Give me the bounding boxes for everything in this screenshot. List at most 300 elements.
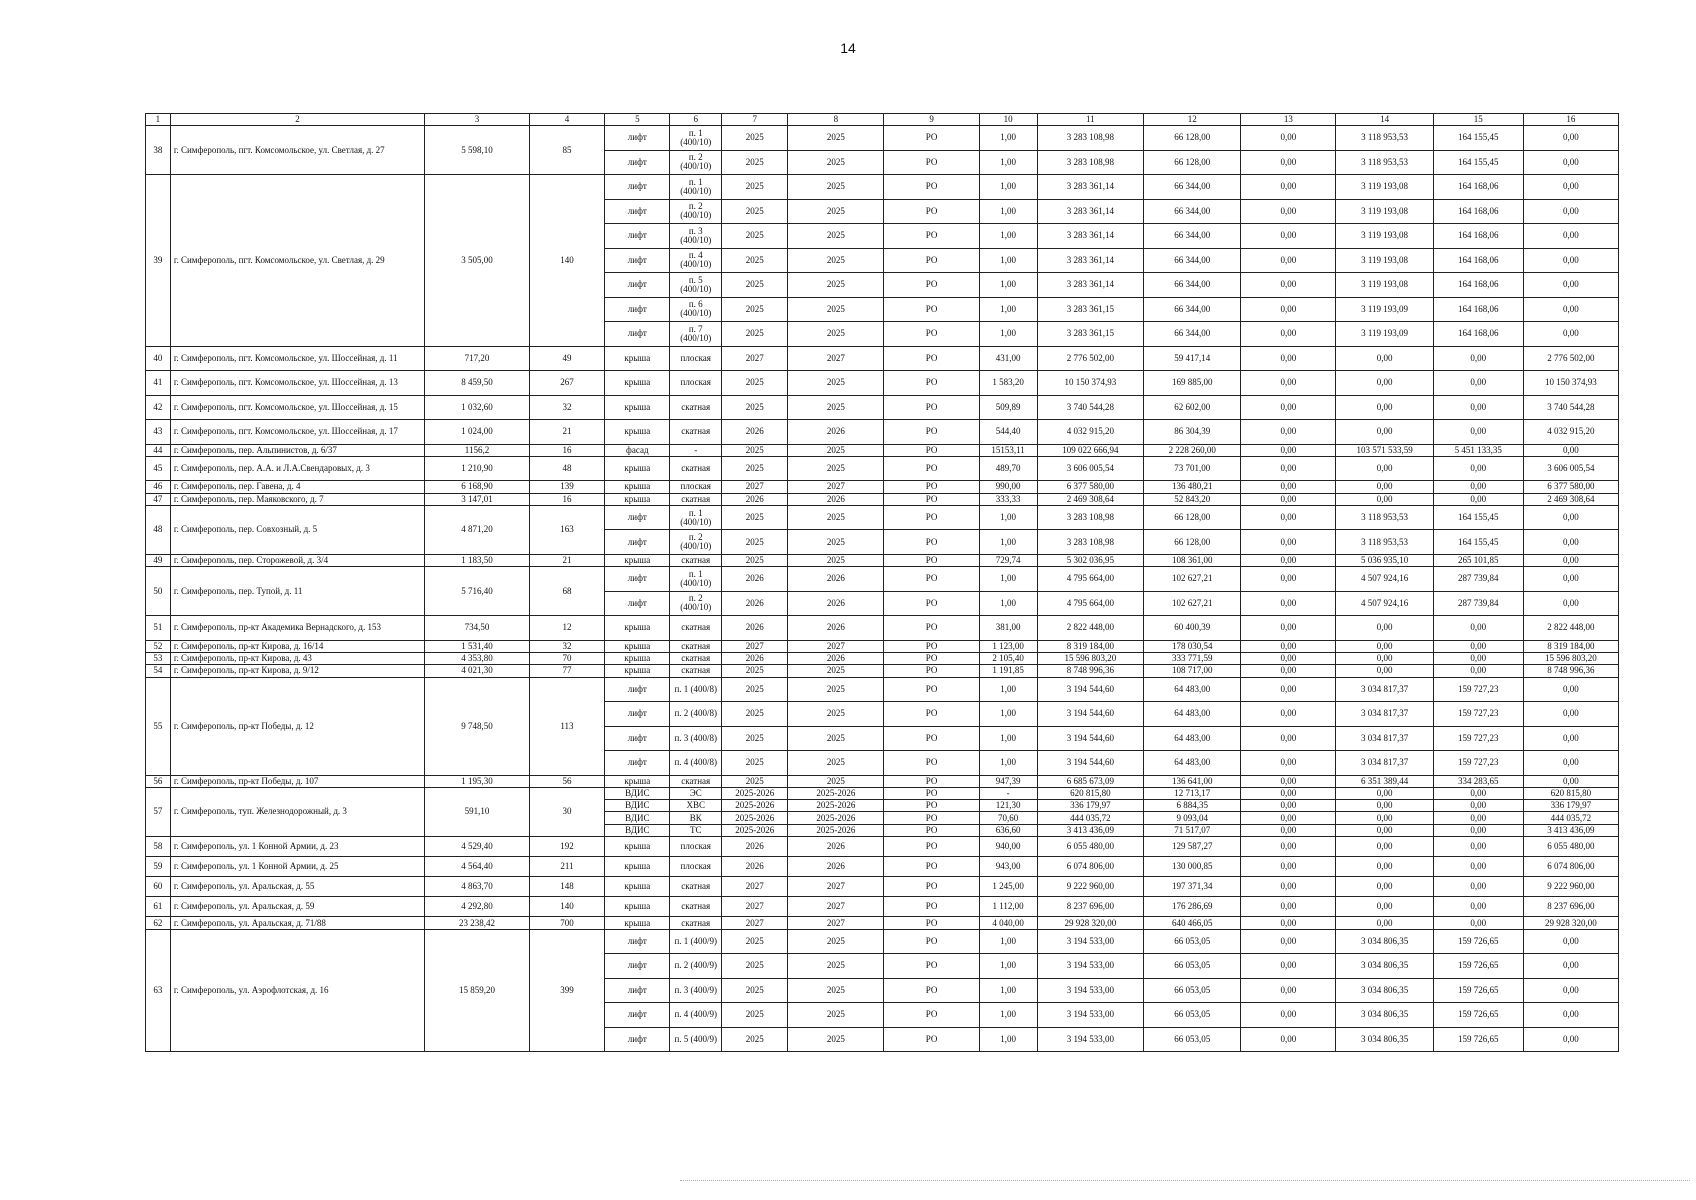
- work-type-cell: ВДИС: [605, 812, 670, 824]
- capital-fund-cell: 0,00: [1523, 273, 1618, 298]
- executor-cell: РО: [884, 591, 979, 616]
- address-cell: г. Симферополь, пер. Совхозный, д. 5: [170, 505, 424, 554]
- cost-cell: 3 740 544,28: [1037, 395, 1144, 420]
- unit-cost-cell: 52 843,20: [1144, 493, 1241, 505]
- area-cell: 4 871,20: [425, 505, 529, 554]
- unit-cost-cell: 60 400,39: [1144, 616, 1241, 641]
- subsidy-cell: 6 351 389,44: [1336, 775, 1433, 787]
- cost-cell: 8 237 696,00: [1037, 897, 1144, 917]
- work-year-cell: 2025: [788, 456, 884, 481]
- executor-cell: РО: [884, 877, 979, 897]
- cost-cell: 6 685 673,09: [1037, 775, 1144, 787]
- executor-cell: РО: [884, 800, 979, 812]
- subsidy-cell: 3 119 193,08: [1336, 273, 1433, 298]
- row-number: 50: [146, 567, 171, 616]
- capital-fund-cell: 8 319 184,00: [1523, 640, 1618, 652]
- work-type-cell: крыша: [605, 665, 670, 677]
- volume-cell: 1,00: [979, 126, 1037, 151]
- cost-cell: 8 319 184,00: [1037, 640, 1144, 652]
- unit-cost-cell: 86 304,39: [1144, 420, 1241, 445]
- fund-cell: 0,00: [1241, 126, 1336, 151]
- column-number-header: 15: [1433, 114, 1523, 126]
- fund-cell: 0,00: [1241, 567, 1336, 592]
- plan-year-cell: 2025-2026: [722, 824, 788, 836]
- work-year-cell: 2026: [788, 493, 884, 505]
- capital-fund-cell: 0,00: [1523, 554, 1618, 566]
- area-cell: 1 210,90: [425, 456, 529, 481]
- unit-cost-cell: 66 344,00: [1144, 199, 1241, 224]
- table-row: [146, 652, 1619, 664]
- plan-year-cell: 2025: [722, 371, 788, 396]
- unit-cost-cell: 130 000,85: [1144, 857, 1241, 877]
- owner-funds-cell: 0,00: [1433, 640, 1523, 652]
- work-type-cell: лифт: [605, 224, 670, 249]
- subsidy-cell: 3 118 953,53: [1336, 505, 1433, 530]
- work-type-cell: крыша: [605, 395, 670, 420]
- plan-year-cell: 2025: [722, 978, 788, 1003]
- subsidy-cell: 0,00: [1336, 652, 1433, 664]
- work-year-cell: 2025: [788, 273, 884, 298]
- owner-funds-cell: 159 726,65: [1433, 929, 1523, 954]
- address-cell: г. Симферополь, ул. Аральская, д. 71/88: [170, 917, 424, 929]
- fund-cell: 0,00: [1241, 322, 1336, 347]
- fund-cell: 0,00: [1241, 978, 1336, 1003]
- work-year-cell: 2025-2026: [788, 824, 884, 836]
- row-number: 61: [146, 897, 171, 917]
- residents-cell: 192: [529, 837, 605, 857]
- residents-cell: 32: [529, 395, 605, 420]
- column-number-header: 12: [1144, 114, 1241, 126]
- volume-cell: 333,33: [979, 493, 1037, 505]
- volume-cell: 1,00: [979, 1027, 1037, 1052]
- work-year-cell: 2026: [788, 591, 884, 616]
- cost-cell: 4 795 664,00: [1037, 567, 1144, 592]
- address-cell: г. Симферополь, пер. Тупой, д. 11: [170, 567, 424, 616]
- cost-cell: 620 815,80: [1037, 787, 1144, 799]
- table-row: [146, 126, 1619, 151]
- capital-fund-cell: 29 928 320,00: [1523, 917, 1618, 929]
- work-detail-cell: п. 3 (400/9): [670, 978, 722, 1003]
- unit-cost-cell: 66 053,05: [1144, 1027, 1241, 1052]
- owner-funds-cell: 159 726,65: [1433, 954, 1523, 979]
- subsidy-cell: 0,00: [1336, 395, 1433, 420]
- capital-fund-cell: 0,00: [1523, 677, 1618, 702]
- work-detail-cell: п. 4 (400/9): [670, 1003, 722, 1028]
- work-type-cell: крыша: [605, 616, 670, 641]
- table-row: [146, 371, 1619, 396]
- unit-cost-cell: 66 344,00: [1144, 322, 1241, 347]
- work-detail-cell: скатная: [670, 897, 722, 917]
- unit-cost-cell: 71 517,07: [1144, 824, 1241, 836]
- area-cell: 591,10: [425, 787, 529, 836]
- executor-cell: РО: [884, 505, 979, 530]
- residents-cell: 16: [529, 444, 605, 456]
- table-row: [146, 395, 1619, 420]
- fund-cell: 0,00: [1241, 420, 1336, 445]
- work-detail-cell: скатная: [670, 395, 722, 420]
- subsidy-cell: 0,00: [1336, 665, 1433, 677]
- cost-cell: 336 179,97: [1037, 800, 1144, 812]
- row-number: 45: [146, 456, 171, 481]
- volume-cell: 1 112,00: [979, 897, 1037, 917]
- owner-funds-cell: 0,00: [1433, 897, 1523, 917]
- work-year-cell: 2025-2026: [788, 800, 884, 812]
- volume-cell: 381,00: [979, 616, 1037, 641]
- row-number: 38: [146, 126, 171, 175]
- unit-cost-cell: 64 483,00: [1144, 751, 1241, 776]
- work-type-cell: лифт: [605, 322, 670, 347]
- fund-cell: 0,00: [1241, 616, 1336, 641]
- plan-year-cell: 2027: [722, 917, 788, 929]
- volume-cell: 1,00: [979, 248, 1037, 273]
- work-type-cell: лифт: [605, 726, 670, 751]
- unit-cost-cell: 59 417,14: [1144, 346, 1241, 371]
- work-type-cell: крыша: [605, 775, 670, 787]
- executor-cell: РО: [884, 775, 979, 787]
- executor-cell: РО: [884, 554, 979, 566]
- plan-year-cell: 2025: [722, 456, 788, 481]
- executor-cell: РО: [884, 199, 979, 224]
- volume-cell: 1,00: [979, 702, 1037, 727]
- area-cell: 15 859,20: [425, 929, 529, 1052]
- column-number-header: 2: [170, 114, 424, 126]
- residents-cell: 68: [529, 567, 605, 616]
- subsidy-cell: 3 118 953,53: [1336, 126, 1433, 151]
- subsidy-cell: 3 034 817,37: [1336, 726, 1433, 751]
- owner-funds-cell: 159 726,65: [1433, 1003, 1523, 1028]
- volume-cell: 1,00: [979, 978, 1037, 1003]
- subsidy-cell: 3 119 193,08: [1336, 175, 1433, 200]
- work-detail-cell: скатная: [670, 917, 722, 929]
- unit-cost-cell: 12 713,17: [1144, 787, 1241, 799]
- subsidy-cell: 0,00: [1336, 917, 1433, 929]
- plan-year-cell: 2026: [722, 591, 788, 616]
- owner-funds-cell: 159 727,23: [1433, 702, 1523, 727]
- owner-funds-cell: 334 283,65: [1433, 775, 1523, 787]
- owner-funds-cell: 0,00: [1433, 481, 1523, 493]
- work-detail-cell: п. 5 (400/10): [670, 273, 722, 298]
- work-detail-cell: п. 1 (400/8): [670, 677, 722, 702]
- capital-fund-cell: 0,00: [1523, 1003, 1618, 1028]
- cost-cell: 4 795 664,00: [1037, 591, 1144, 616]
- work-year-cell: 2025: [788, 150, 884, 175]
- capital-fund-cell: 0,00: [1523, 530, 1618, 555]
- plan-year-cell: 2026: [722, 857, 788, 877]
- fund-cell: 0,00: [1241, 877, 1336, 897]
- work-detail-cell: п. 1 (400/10): [670, 567, 722, 592]
- capital-fund-cell: 444 035,72: [1523, 812, 1618, 824]
- column-number-header: 10: [979, 114, 1037, 126]
- cost-cell: 15 596 803,20: [1037, 652, 1144, 664]
- row-number: 57: [146, 787, 171, 836]
- fund-cell: 0,00: [1241, 346, 1336, 371]
- area-cell: 3 505,00: [425, 175, 529, 347]
- subsidy-cell: 3 119 193,08: [1336, 199, 1433, 224]
- area-cell: 6 168,90: [425, 481, 529, 493]
- subsidy-cell: 0,00: [1336, 857, 1433, 877]
- work-year-cell: 2025: [788, 444, 884, 456]
- work-type-cell: ВДИС: [605, 824, 670, 836]
- cost-cell: 5 302 036,95: [1037, 554, 1144, 566]
- owner-funds-cell: 265 101,85: [1433, 554, 1523, 566]
- volume-cell: 1 191,85: [979, 665, 1037, 677]
- area-cell: 1 531,40: [425, 640, 529, 652]
- work-year-cell: 2025: [788, 1027, 884, 1052]
- capital-fund-cell: 0,00: [1523, 126, 1618, 151]
- address-cell: г. Симферополь, туп. Железнодорожный, д. 3: [170, 787, 424, 836]
- capital-repair-table: [145, 113, 1619, 1052]
- executor-cell: РО: [884, 751, 979, 776]
- volume-cell: 1,00: [979, 224, 1037, 249]
- fund-cell: 0,00: [1241, 530, 1336, 555]
- plan-year-cell: 2025: [722, 126, 788, 151]
- column-number-header: 16: [1523, 114, 1618, 126]
- fund-cell: 0,00: [1241, 371, 1336, 396]
- owner-funds-cell: 159 726,65: [1433, 1027, 1523, 1052]
- work-year-cell: 2026: [788, 837, 884, 857]
- plan-year-cell: 2025: [722, 322, 788, 347]
- address-cell: г. Симферополь, пр-кт Кирова, д. 9/12: [170, 665, 424, 677]
- cost-cell: 3 194 533,00: [1037, 954, 1144, 979]
- row-number: 56: [146, 775, 171, 787]
- residents-cell: 16: [529, 493, 605, 505]
- volume-cell: 1,00: [979, 677, 1037, 702]
- table-row: [146, 665, 1619, 677]
- table-row: [146, 456, 1619, 481]
- capital-fund-cell: 620 815,80: [1523, 787, 1618, 799]
- unit-cost-cell: 6 884,35: [1144, 800, 1241, 812]
- cost-cell: 3 194 533,00: [1037, 929, 1144, 954]
- subsidy-cell: 3 118 953,53: [1336, 530, 1433, 555]
- table-row: [146, 616, 1619, 641]
- owner-funds-cell: 0,00: [1433, 616, 1523, 641]
- fund-cell: 0,00: [1241, 591, 1336, 616]
- work-type-cell: крыша: [605, 346, 670, 371]
- residents-cell: 21: [529, 420, 605, 445]
- area-cell: 5 598,10: [425, 126, 529, 175]
- work-type-cell: лифт: [605, 978, 670, 1003]
- owner-funds-cell: 0,00: [1433, 420, 1523, 445]
- column-number-header: 11: [1037, 114, 1144, 126]
- executor-cell: РО: [884, 346, 979, 371]
- work-detail-cell: плоская: [670, 346, 722, 371]
- work-year-cell: 2025: [788, 175, 884, 200]
- plan-year-cell: 2027: [722, 346, 788, 371]
- area-cell: 4 529,40: [425, 837, 529, 857]
- address-cell: г. Симферополь, пгт. Комсомольское, ул. Шоссейная, д. 11: [170, 346, 424, 371]
- table-row: [146, 775, 1619, 787]
- work-detail-cell: п. 4 (400/10): [670, 248, 722, 273]
- row-number: 51: [146, 616, 171, 641]
- unit-cost-cell: 66 128,00: [1144, 150, 1241, 175]
- table-row: [146, 837, 1619, 857]
- table-row: [146, 567, 1619, 592]
- capital-fund-cell: 336 179,97: [1523, 800, 1618, 812]
- residents-cell: 12: [529, 616, 605, 641]
- plan-year-cell: 2025: [722, 175, 788, 200]
- capital-fund-cell: 4 032 915,20: [1523, 420, 1618, 445]
- plan-year-cell: 2025-2026: [722, 800, 788, 812]
- capital-fund-cell: 0,00: [1523, 978, 1618, 1003]
- row-number: 40: [146, 346, 171, 371]
- executor-cell: РО: [884, 530, 979, 555]
- address-cell: г. Симферополь, ул. Аральская, д. 59: [170, 897, 424, 917]
- plan-year-cell: 2026: [722, 567, 788, 592]
- subsidy-cell: 3 034 806,35: [1336, 929, 1433, 954]
- owner-funds-cell: 0,00: [1433, 787, 1523, 799]
- work-type-cell: ВДИС: [605, 787, 670, 799]
- area-cell: 1156,2: [425, 444, 529, 456]
- plan-year-cell: 2025: [722, 1027, 788, 1052]
- plan-year-cell: 2025: [722, 775, 788, 787]
- fund-cell: 0,00: [1241, 224, 1336, 249]
- executor-cell: РО: [884, 273, 979, 298]
- table-row: [146, 481, 1619, 493]
- fund-cell: 0,00: [1241, 665, 1336, 677]
- row-number: 62: [146, 917, 171, 929]
- work-detail-cell: плоская: [670, 481, 722, 493]
- residents-cell: 148: [529, 877, 605, 897]
- volume-cell: 1,00: [979, 751, 1037, 776]
- fund-cell: 0,00: [1241, 554, 1336, 566]
- work-type-cell: крыша: [605, 857, 670, 877]
- cost-cell: 444 035,72: [1037, 812, 1144, 824]
- address-cell: г. Симферополь, пгт. Комсомольское, ул. Светлая, д. 29: [170, 175, 424, 347]
- executor-cell: РО: [884, 837, 979, 857]
- executor-cell: РО: [884, 224, 979, 249]
- address-cell: г. Симферополь, пер. А.А. и Л.А.Свендаровых, д. 3: [170, 456, 424, 481]
- work-detail-cell: скатная: [670, 665, 722, 677]
- row-number: 39: [146, 175, 171, 347]
- work-year-cell: 2025: [788, 929, 884, 954]
- capital-fund-cell: 0,00: [1523, 444, 1618, 456]
- work-type-cell: лифт: [605, 567, 670, 592]
- fund-cell: 0,00: [1241, 444, 1336, 456]
- unit-cost-cell: 197 371,34: [1144, 877, 1241, 897]
- plan-year-cell: 2025: [722, 297, 788, 322]
- plan-year-cell: 2025: [722, 726, 788, 751]
- unit-cost-cell: 102 627,21: [1144, 567, 1241, 592]
- plan-year-cell: 2025: [722, 248, 788, 273]
- cost-cell: 3 283 361,15: [1037, 322, 1144, 347]
- cost-cell: 2 776 502,00: [1037, 346, 1144, 371]
- plan-year-cell: 2025-2026: [722, 787, 788, 799]
- plan-year-cell: 2025: [722, 395, 788, 420]
- work-type-cell: крыша: [605, 652, 670, 664]
- address-cell: г. Симферополь, ул. 1 Конной Армии, д. 23: [170, 837, 424, 857]
- volume-cell: 509,89: [979, 395, 1037, 420]
- executor-cell: РО: [884, 567, 979, 592]
- owner-funds-cell: 0,00: [1433, 395, 1523, 420]
- cost-cell: 3 194 533,00: [1037, 1003, 1144, 1028]
- fund-cell: 0,00: [1241, 199, 1336, 224]
- residents-cell: 700: [529, 917, 605, 929]
- work-year-cell: 2027: [788, 346, 884, 371]
- owner-funds-cell: 164 155,45: [1433, 505, 1523, 530]
- work-type-cell: ВДИС: [605, 800, 670, 812]
- address-cell: г. Симферополь, пр-кт Кирова, д. 43: [170, 652, 424, 664]
- work-type-cell: лифт: [605, 954, 670, 979]
- address-cell: г. Симферополь, пгт. Комсомольское, ул. Светлая, д. 27: [170, 126, 424, 175]
- unit-cost-cell: 66 344,00: [1144, 175, 1241, 200]
- volume-cell: 1 123,00: [979, 640, 1037, 652]
- column-number-header: 4: [529, 114, 605, 126]
- cost-cell: 3 283 361,14: [1037, 175, 1144, 200]
- residents-cell: 32: [529, 640, 605, 652]
- owner-funds-cell: 0,00: [1433, 493, 1523, 505]
- table-row: [146, 554, 1619, 566]
- capital-fund-cell: 6 377 580,00: [1523, 481, 1618, 493]
- volume-cell: 1,00: [979, 954, 1037, 979]
- fund-cell: 0,00: [1241, 775, 1336, 787]
- owner-funds-cell: 0,00: [1433, 837, 1523, 857]
- capital-fund-cell: 6 074 806,00: [1523, 857, 1618, 877]
- work-type-cell: крыша: [605, 897, 670, 917]
- work-detail-cell: п. 1 (400/9): [670, 929, 722, 954]
- volume-cell: 1 583,20: [979, 371, 1037, 396]
- unit-cost-cell: 66 128,00: [1144, 505, 1241, 530]
- fund-cell: 0,00: [1241, 812, 1336, 824]
- owner-funds-cell: 0,00: [1433, 877, 1523, 897]
- row-number: 47: [146, 493, 171, 505]
- cost-cell: 6 055 480,00: [1037, 837, 1144, 857]
- work-year-cell: 2026: [788, 652, 884, 664]
- executor-cell: РО: [884, 702, 979, 727]
- work-type-cell: крыша: [605, 481, 670, 493]
- subsidy-cell: 3 034 806,35: [1336, 1027, 1433, 1052]
- unit-cost-cell: 64 483,00: [1144, 677, 1241, 702]
- area-cell: 1 195,30: [425, 775, 529, 787]
- volume-cell: 1,00: [979, 150, 1037, 175]
- work-year-cell: 2027: [788, 897, 884, 917]
- work-detail-cell: скатная: [670, 652, 722, 664]
- work-year-cell: 2025: [788, 505, 884, 530]
- row-number: 63: [146, 929, 171, 1052]
- unit-cost-cell: 640 466,05: [1144, 917, 1241, 929]
- work-year-cell: 2025: [788, 978, 884, 1003]
- subsidy-cell: 3 119 193,08: [1336, 248, 1433, 273]
- subsidy-cell: 3 034 806,35: [1336, 954, 1433, 979]
- table-row: [146, 897, 1619, 917]
- executor-cell: РО: [884, 640, 979, 652]
- residents-cell: 113: [529, 677, 605, 775]
- unit-cost-cell: 9 093,04: [1144, 812, 1241, 824]
- subsidy-cell: 0,00: [1336, 787, 1433, 799]
- table-row: [146, 420, 1619, 445]
- table-row: [146, 877, 1619, 897]
- residents-cell: 140: [529, 897, 605, 917]
- column-number-header: 7: [722, 114, 788, 126]
- volume-cell: 1,00: [979, 1003, 1037, 1028]
- work-detail-cell: скатная: [670, 420, 722, 445]
- capital-fund-cell: 2 776 502,00: [1523, 346, 1618, 371]
- plan-year-cell: 2025: [722, 444, 788, 456]
- unit-cost-cell: 136 641,00: [1144, 775, 1241, 787]
- fund-cell: 0,00: [1241, 702, 1336, 727]
- unit-cost-cell: 66 053,05: [1144, 929, 1241, 954]
- cost-cell: 2 469 308,64: [1037, 493, 1144, 505]
- address-cell: г. Симферополь, пер. Сторожевой, д. 3/4: [170, 554, 424, 566]
- work-type-cell: фасад: [605, 444, 670, 456]
- work-year-cell: 2025: [788, 665, 884, 677]
- capital-fund-cell: 0,00: [1523, 505, 1618, 530]
- capital-fund-cell: 15 596 803,20: [1523, 652, 1618, 664]
- work-year-cell: 2027: [788, 640, 884, 652]
- subsidy-cell: 0,00: [1336, 812, 1433, 824]
- capital-fund-cell: 0,00: [1523, 175, 1618, 200]
- executor-cell: РО: [884, 812, 979, 824]
- work-type-cell: лифт: [605, 297, 670, 322]
